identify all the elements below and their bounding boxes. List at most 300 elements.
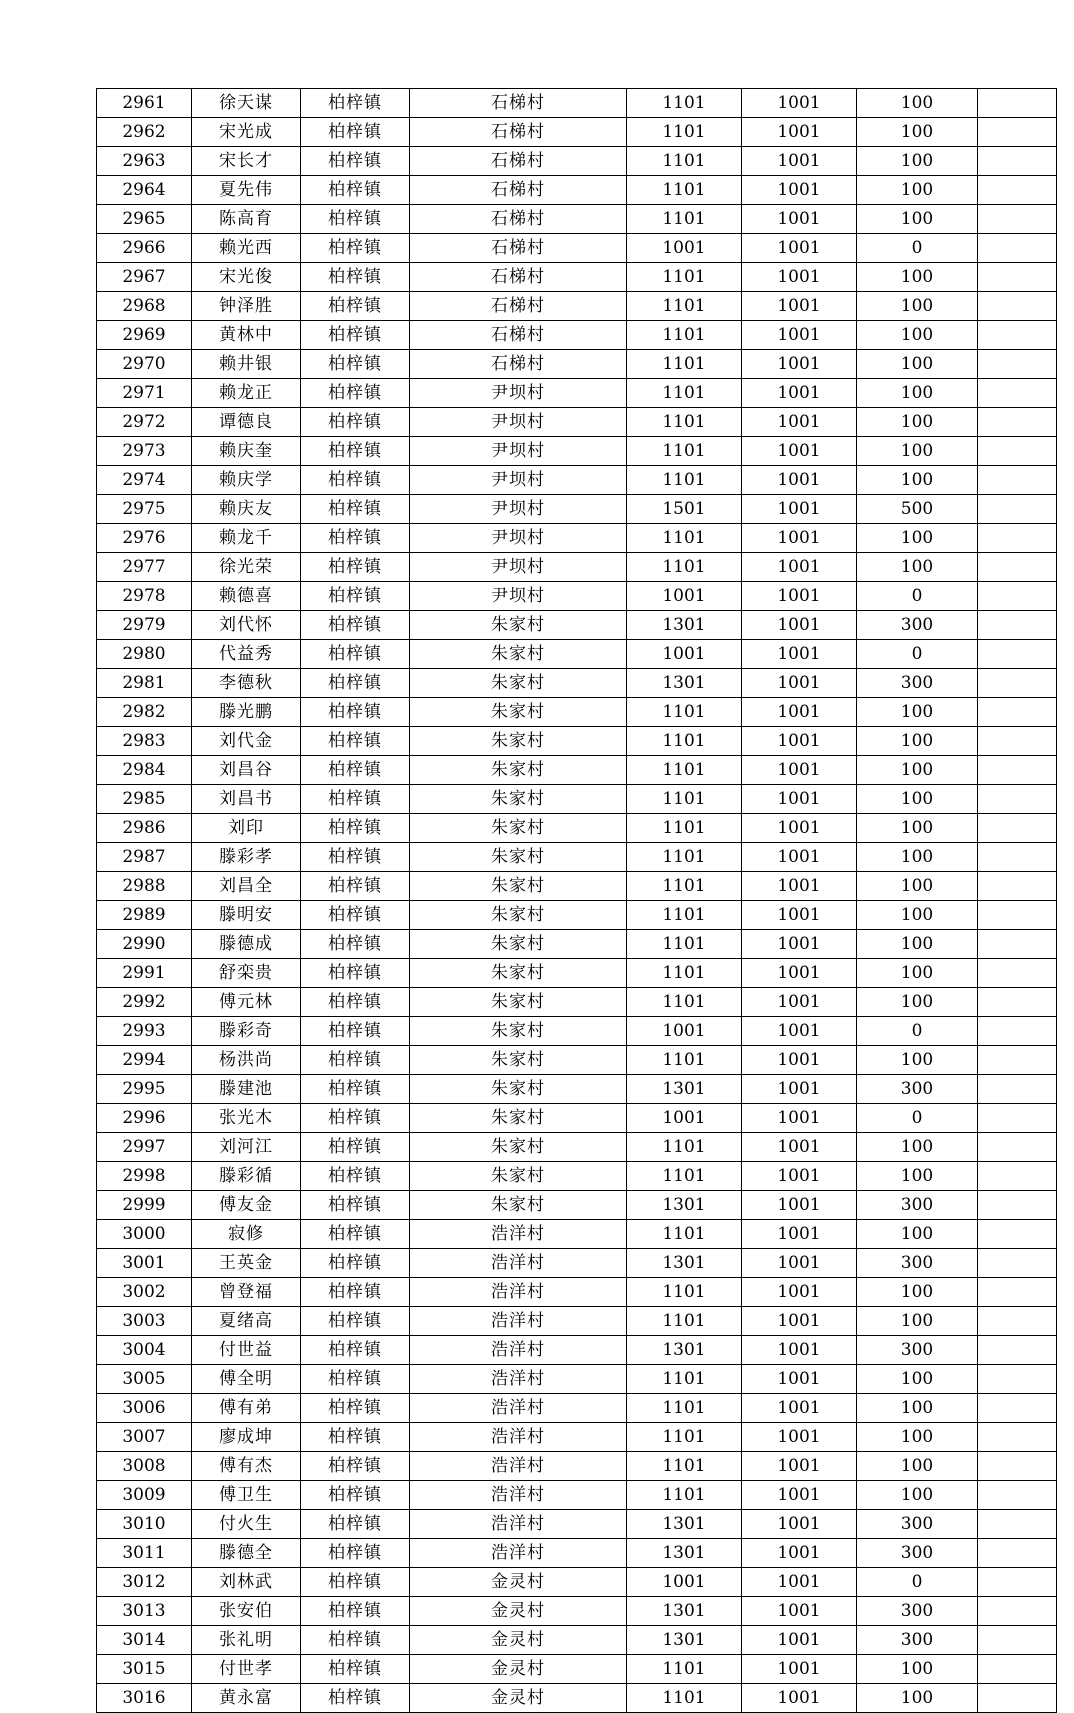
cell-village: 石梯村 [410,263,627,292]
cell-town: 柏梓镇 [301,1539,410,1568]
cell-blank [978,524,1057,553]
cell-value3: 100 [857,930,978,959]
cell-town: 柏梓镇 [301,843,410,872]
cell-town: 柏梓镇 [301,611,410,640]
table-row [97,1278,1057,1307]
cell-value3: 100 [857,1162,978,1191]
cell-value3: 100 [857,1655,978,1684]
cell-value1: 1101 [627,321,742,350]
cell-town: 柏梓镇 [301,1365,410,1394]
cell-town: 柏梓镇 [301,1191,410,1220]
cell-name: 曾登福 [192,1278,301,1307]
cell-blank [978,1423,1057,1452]
cell-id: 2975 [97,495,192,524]
cell-value1: 1101 [627,553,742,582]
table-row [97,1046,1057,1075]
cell-blank [978,901,1057,930]
cell-id: 2992 [97,988,192,1017]
cell-value2: 1001 [742,1394,857,1423]
cell-value3: 100 [857,1220,978,1249]
table-row [97,582,1057,611]
cell-value1: 1101 [627,785,742,814]
cell-value1: 1101 [627,930,742,959]
cell-town: 柏梓镇 [301,1278,410,1307]
cell-name: 赖德喜 [192,582,301,611]
cell-id: 3003 [97,1307,192,1336]
cell-blank [978,437,1057,466]
cell-name: 谭德良 [192,408,301,437]
cell-town: 柏梓镇 [301,872,410,901]
cell-value3: 100 [857,1394,978,1423]
cell-name: 傅元林 [192,988,301,1017]
cell-village: 尹坝村 [410,495,627,524]
cell-village: 朱家村 [410,611,627,640]
cell-village: 浩洋村 [410,1220,627,1249]
cell-value3: 100 [857,988,978,1017]
cell-id: 3001 [97,1249,192,1278]
cell-id: 3005 [97,1365,192,1394]
cell-id: 2984 [97,756,192,785]
cell-value3: 100 [857,321,978,350]
cell-name: 刘林武 [192,1568,301,1597]
cell-value1: 1301 [627,611,742,640]
cell-name: 赖庆奎 [192,437,301,466]
cell-value1: 1501 [627,495,742,524]
table-row [97,814,1057,843]
cell-village: 朱家村 [410,988,627,1017]
cell-town: 柏梓镇 [301,263,410,292]
cell-value2: 1001 [742,901,857,930]
cell-value1: 1101 [627,263,742,292]
cell-value2: 1001 [742,1162,857,1191]
cell-value3: 100 [857,176,978,205]
cell-value3: 100 [857,843,978,872]
cell-value2: 1001 [742,205,857,234]
table-row [97,1539,1057,1568]
cell-value2: 1001 [742,1452,857,1481]
cell-blank [978,118,1057,147]
table-row [97,466,1057,495]
cell-town: 柏梓镇 [301,1162,410,1191]
cell-value2: 1001 [742,1539,857,1568]
cell-value3: 100 [857,350,978,379]
table-row [97,1133,1057,1162]
cell-village: 尹坝村 [410,437,627,466]
cell-value2: 1001 [742,176,857,205]
cell-town: 柏梓镇 [301,437,410,466]
table-row [97,1075,1057,1104]
cell-value2: 1001 [742,727,857,756]
cell-value2: 1001 [742,408,857,437]
cell-id: 2973 [97,437,192,466]
cell-value2: 1001 [742,1423,857,1452]
cell-value1: 1101 [627,959,742,988]
table-row [97,611,1057,640]
cell-village: 浩洋村 [410,1336,627,1365]
cell-town: 柏梓镇 [301,959,410,988]
cell-name: 刘河江 [192,1133,301,1162]
cell-town: 柏梓镇 [301,988,410,1017]
cell-value2: 1001 [742,1191,857,1220]
cell-value2: 1001 [742,843,857,872]
cell-blank [978,640,1057,669]
cell-town: 柏梓镇 [301,1220,410,1249]
cell-town: 柏梓镇 [301,321,410,350]
cell-value2: 1001 [742,1568,857,1597]
cell-name: 赖庆学 [192,466,301,495]
cell-value3: 100 [857,1423,978,1452]
cell-town: 柏梓镇 [301,1510,410,1539]
cell-value1: 1301 [627,1191,742,1220]
cell-name: 刘代怀 [192,611,301,640]
cell-town: 柏梓镇 [301,640,410,669]
cell-town: 柏梓镇 [301,1684,410,1713]
cell-value3: 0 [857,1104,978,1133]
cell-town: 柏梓镇 [301,1655,410,1684]
cell-value3: 100 [857,1046,978,1075]
cell-value1: 1101 [627,1452,742,1481]
cell-value3: 100 [857,872,978,901]
cell-id: 2979 [97,611,192,640]
table-row [97,930,1057,959]
cell-name: 王英金 [192,1249,301,1278]
table-row [97,437,1057,466]
cell-value3: 300 [857,1075,978,1104]
cell-id: 3016 [97,1684,192,1713]
cell-blank [978,1133,1057,1162]
cell-blank [978,408,1057,437]
cell-value3: 100 [857,118,978,147]
cell-value1: 1101 [627,1394,742,1423]
cell-id: 2987 [97,843,192,872]
cell-name: 寂修 [192,1220,301,1249]
cell-town: 柏梓镇 [301,727,410,756]
cell-name: 舒栾贵 [192,959,301,988]
cell-name: 滕彩奇 [192,1017,301,1046]
cell-value1: 1101 [627,1278,742,1307]
cell-value1: 1101 [627,118,742,147]
table-row [97,1104,1057,1133]
cell-value1: 1101 [627,1133,742,1162]
cell-name: 傅有杰 [192,1452,301,1481]
cell-id: 2980 [97,640,192,669]
cell-town: 柏梓镇 [301,1597,410,1626]
cell-value3: 100 [857,756,978,785]
table-row [97,495,1057,524]
cell-blank [978,1597,1057,1626]
cell-value1: 1001 [627,1104,742,1133]
cell-blank [978,1046,1057,1075]
cell-village: 浩洋村 [410,1481,627,1510]
cell-value3: 100 [857,1365,978,1394]
cell-town: 柏梓镇 [301,814,410,843]
cell-town: 柏梓镇 [301,379,410,408]
cell-town: 柏梓镇 [301,205,410,234]
table-row [97,698,1057,727]
cell-value1: 1101 [627,1220,742,1249]
cell-value3: 100 [857,147,978,176]
cell-town: 柏梓镇 [301,89,410,118]
cell-value1: 1101 [627,466,742,495]
cell-value2: 1001 [742,872,857,901]
cell-village: 尹坝村 [410,553,627,582]
cell-value3: 100 [857,1452,978,1481]
cell-value1: 1101 [627,698,742,727]
cell-id: 3002 [97,1278,192,1307]
table-row [97,118,1057,147]
table-row [97,263,1057,292]
cell-village: 石梯村 [410,292,627,321]
cell-value2: 1001 [742,1075,857,1104]
table-row [97,1336,1057,1365]
cell-value1: 1001 [627,640,742,669]
cell-blank [978,1394,1057,1423]
cell-value2: 1001 [742,785,857,814]
cell-name: 赖井银 [192,350,301,379]
table-row [97,234,1057,263]
cell-village: 浩洋村 [410,1423,627,1452]
cell-value1: 1101 [627,756,742,785]
cell-value2: 1001 [742,1655,857,1684]
cell-value1: 1301 [627,1249,742,1278]
cell-value1: 1101 [627,292,742,321]
cell-value2: 1001 [742,1017,857,1046]
cell-blank [978,1655,1057,1684]
cell-name: 赖庆友 [192,495,301,524]
cell-name: 陈高育 [192,205,301,234]
cell-name: 夏绪高 [192,1307,301,1336]
cell-town: 柏梓镇 [301,1481,410,1510]
cell-village: 石梯村 [410,118,627,147]
cell-value1: 1001 [627,1568,742,1597]
cell-village: 浩洋村 [410,1307,627,1336]
cell-value2: 1001 [742,1104,857,1133]
cell-id: 2989 [97,901,192,930]
cell-town: 柏梓镇 [301,408,410,437]
cell-name: 刘昌全 [192,872,301,901]
cell-blank [978,466,1057,495]
cell-value3: 0 [857,582,978,611]
cell-value3: 100 [857,727,978,756]
table-row [97,350,1057,379]
cell-name: 代益秀 [192,640,301,669]
cell-value3: 100 [857,466,978,495]
cell-value3: 100 [857,89,978,118]
cell-village: 石梯村 [410,350,627,379]
cell-village: 浩洋村 [410,1249,627,1278]
cell-value3: 100 [857,1684,978,1713]
cell-blank [978,669,1057,698]
cell-blank [978,1510,1057,1539]
cell-name: 赖龙千 [192,524,301,553]
cell-id: 2969 [97,321,192,350]
cell-village: 尹坝村 [410,466,627,495]
cell-village: 石梯村 [410,176,627,205]
table-row [97,89,1057,118]
cell-blank [978,930,1057,959]
cell-blank [978,1104,1057,1133]
cell-town: 柏梓镇 [301,292,410,321]
cell-id: 2998 [97,1162,192,1191]
cell-town: 柏梓镇 [301,1133,410,1162]
table-row [97,1307,1057,1336]
cell-value2: 1001 [742,959,857,988]
cell-blank [978,843,1057,872]
cell-village: 浩洋村 [410,1365,627,1394]
cell-id: 2981 [97,669,192,698]
cell-value1: 1101 [627,727,742,756]
cell-value3: 100 [857,901,978,930]
cell-id: 2964 [97,176,192,205]
cell-town: 柏梓镇 [301,466,410,495]
cell-id: 2968 [97,292,192,321]
cell-name: 刘昌书 [192,785,301,814]
cell-village: 朱家村 [410,1191,627,1220]
cell-value3: 0 [857,1568,978,1597]
cell-village: 朱家村 [410,756,627,785]
cell-name: 宋长才 [192,147,301,176]
cell-value3: 500 [857,495,978,524]
cell-value2: 1001 [742,814,857,843]
cell-name: 刘昌谷 [192,756,301,785]
cell-town: 柏梓镇 [301,901,410,930]
cell-value1: 1101 [627,350,742,379]
cell-blank [978,292,1057,321]
table-row [97,176,1057,205]
cell-name: 付世孝 [192,1655,301,1684]
cell-id: 3012 [97,1568,192,1597]
cell-value3: 100 [857,408,978,437]
cell-value2: 1001 [742,1220,857,1249]
cell-blank [978,553,1057,582]
table-row [97,1597,1057,1626]
cell-name: 傅卫生 [192,1481,301,1510]
cell-value2: 1001 [742,321,857,350]
cell-village: 朱家村 [410,727,627,756]
cell-value1: 1101 [627,872,742,901]
cell-value3: 100 [857,1278,978,1307]
cell-value2: 1001 [742,988,857,1017]
cell-value3: 100 [857,524,978,553]
cell-village: 石梯村 [410,147,627,176]
cell-town: 柏梓镇 [301,176,410,205]
cell-village: 朱家村 [410,1046,627,1075]
cell-blank [978,205,1057,234]
cell-blank [978,176,1057,205]
cell-value1: 1301 [627,1075,742,1104]
cell-id: 2990 [97,930,192,959]
cell-name: 张光木 [192,1104,301,1133]
cell-id: 2994 [97,1046,192,1075]
cell-value1: 1101 [627,1365,742,1394]
cell-value2: 1001 [742,89,857,118]
cell-name: 李德秋 [192,669,301,698]
cell-value1: 1101 [627,1684,742,1713]
cell-blank [978,872,1057,901]
cell-name: 张安伯 [192,1597,301,1626]
cell-town: 柏梓镇 [301,1307,410,1336]
table-row [97,1655,1057,1684]
cell-value3: 0 [857,640,978,669]
cell-value2: 1001 [742,292,857,321]
cell-name: 傅全明 [192,1365,301,1394]
cell-value1: 1101 [627,814,742,843]
cell-blank [978,1278,1057,1307]
cell-village: 朱家村 [410,1162,627,1191]
cell-name: 徐光荣 [192,553,301,582]
cell-value2: 1001 [742,698,857,727]
table-row [97,1452,1057,1481]
cell-id: 2996 [97,1104,192,1133]
cell-id: 2978 [97,582,192,611]
cell-town: 柏梓镇 [301,582,410,611]
table-row [97,321,1057,350]
cell-blank [978,727,1057,756]
cell-value2: 1001 [742,495,857,524]
table-row [97,901,1057,930]
cell-value2: 1001 [742,1626,857,1655]
table-row [97,1568,1057,1597]
cell-name: 滕建池 [192,1075,301,1104]
cell-id: 2983 [97,727,192,756]
cell-blank [978,147,1057,176]
cell-village: 金灵村 [410,1684,627,1713]
cell-village: 石梯村 [410,321,627,350]
cell-village: 朱家村 [410,872,627,901]
cell-name: 杨洪尚 [192,1046,301,1075]
cell-value1: 1101 [627,205,742,234]
cell-id: 3006 [97,1394,192,1423]
cell-value2: 1001 [742,524,857,553]
cell-value3: 300 [857,611,978,640]
cell-value2: 1001 [742,611,857,640]
cell-name: 刘印 [192,814,301,843]
cell-id: 2985 [97,785,192,814]
cell-blank [978,1220,1057,1249]
cell-id: 3007 [97,1423,192,1452]
cell-value3: 100 [857,785,978,814]
cell-blank [978,756,1057,785]
table-row [97,1510,1057,1539]
cell-blank [978,1162,1057,1191]
table-row [97,524,1057,553]
cell-id: 3010 [97,1510,192,1539]
cell-id: 3008 [97,1452,192,1481]
cell-id: 2974 [97,466,192,495]
cell-value2: 1001 [742,1336,857,1365]
cell-blank [978,1539,1057,1568]
cell-village: 朱家村 [410,785,627,814]
cell-village: 朱家村 [410,959,627,988]
cell-value1: 1101 [627,901,742,930]
cell-blank [978,1191,1057,1220]
cell-id: 2977 [97,553,192,582]
cell-id: 2970 [97,350,192,379]
cell-name: 宋光俊 [192,263,301,292]
cell-value3: 300 [857,1597,978,1626]
cell-blank [978,1626,1057,1655]
cell-value2: 1001 [742,466,857,495]
cell-town: 柏梓镇 [301,553,410,582]
cell-value2: 1001 [742,1249,857,1278]
cell-value3: 100 [857,379,978,408]
cell-value1: 1301 [627,1626,742,1655]
cell-town: 柏梓镇 [301,785,410,814]
cell-town: 柏梓镇 [301,1046,410,1075]
cell-town: 柏梓镇 [301,118,410,147]
cell-blank [978,611,1057,640]
cell-value3: 100 [857,1307,978,1336]
